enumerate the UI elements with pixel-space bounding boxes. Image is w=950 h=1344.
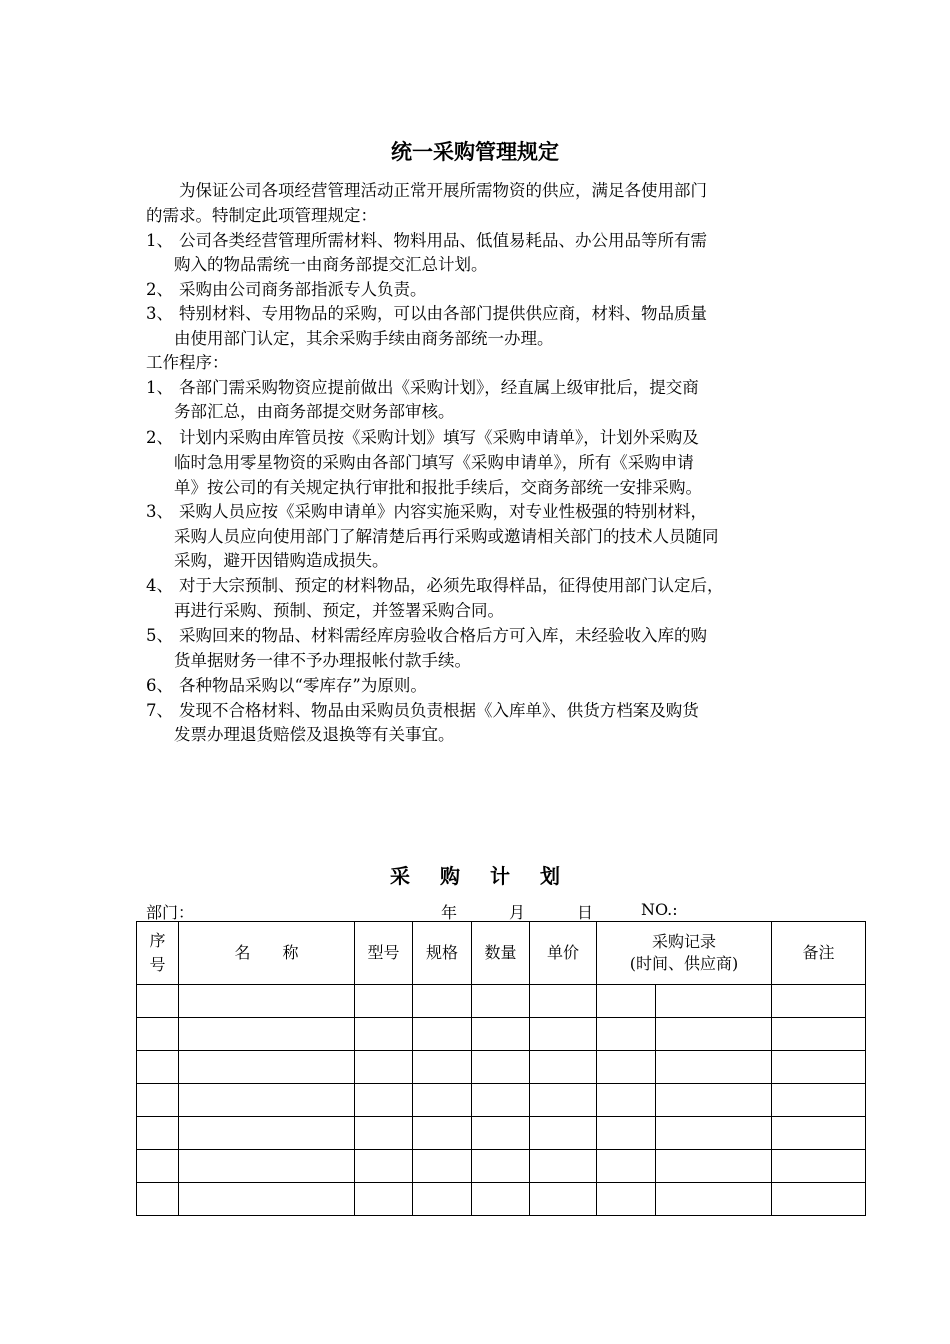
- procedure-4-line-2: 再进行采购、预制、预定，并签署采购合同。: [174, 601, 504, 620]
- procedure-7-number: 7、: [146, 701, 173, 720]
- procedure-3-number: 3、: [146, 502, 173, 521]
- table-cell[interactable]: [413, 1150, 472, 1183]
- intro-line-1: 为保证公司各项经营管理活动正常开展所需物资的供应，满足各使用部门: [179, 181, 707, 200]
- table-cell[interactable]: [772, 1183, 866, 1216]
- procedure-7-line-1: 发现不合格材料、物品由采购员负责根据《入库单》、供货方档案及购货: [179, 701, 699, 720]
- table-cell[interactable]: [472, 985, 530, 1018]
- rule-1-line-1: 公司各类经营管理所需材料、物料用品、低值易耗品、办公用品等所有需: [179, 231, 707, 250]
- table-cell[interactable]: [137, 1084, 179, 1117]
- header-record-line1: 采购记录: [651, 932, 716, 951]
- table-cell[interactable]: [656, 1084, 772, 1117]
- year-label: 年: [441, 903, 458, 922]
- header-name: 名 称: [179, 922, 355, 985]
- table-header-row: [137, 922, 866, 985]
- header-seq: 序号: [137, 922, 179, 985]
- procedure-6-number: 6、: [146, 676, 173, 695]
- table-cell[interactable]: [772, 985, 866, 1018]
- table-cell[interactable]: [413, 1018, 472, 1051]
- table-cell[interactable]: [472, 1150, 530, 1183]
- table-row: [137, 1084, 866, 1117]
- header-remark: 备注: [772, 922, 866, 985]
- table-cell[interactable]: [137, 1150, 179, 1183]
- table-cell[interactable]: [597, 1084, 656, 1117]
- rule-3-line-1: 特别材料、专用物品的采购，可以由各部门提供供应商，材料、物品质量: [179, 304, 707, 323]
- table-cell[interactable]: [137, 1183, 179, 1216]
- day-label: 日: [577, 903, 594, 922]
- table-cell[interactable]: [179, 1183, 355, 1216]
- header-qty: 数量: [472, 922, 530, 985]
- intro-line-2: 的需求。特制定此项管理规定：: [146, 206, 377, 225]
- procedure-2-number: 2、: [146, 428, 173, 447]
- header-record-line2: (时间、供应商): [629, 954, 739, 973]
- rule-2-line-1: 采购由公司商务部指派专人负责。: [179, 280, 427, 299]
- table-row: [137, 1150, 866, 1183]
- procedure-heading: 工作程序：: [146, 353, 229, 372]
- table-cell[interactable]: [355, 1183, 413, 1216]
- procedure-5-line-1: 采购回来的物品、材料需经库房验收合格后方可入库，未经验收入库的购: [179, 626, 707, 645]
- procedure-5-number: 5、: [146, 626, 173, 645]
- table-cell[interactable]: [472, 1117, 530, 1150]
- header-price: 单价: [530, 922, 597, 985]
- table-cell[interactable]: [597, 1051, 656, 1084]
- procedure-6-line-1: 各种物品采购以“零库存”为原则。: [179, 676, 427, 695]
- table-cell[interactable]: [137, 1018, 179, 1051]
- table-cell[interactable]: [179, 1150, 355, 1183]
- procedure-3-line-1: 采购人员应按《采购申请单》内容实施采购，对专业性极强的特别材料，: [179, 502, 707, 521]
- table-cell[interactable]: [179, 985, 355, 1018]
- table-cell[interactable]: [772, 1084, 866, 1117]
- table-cell[interactable]: [355, 985, 413, 1018]
- table-cell[interactable]: [656, 1150, 772, 1183]
- table-cell[interactable]: [413, 1084, 472, 1117]
- no-label: NO.:: [641, 900, 678, 919]
- table-row: [137, 1051, 866, 1084]
- table-cell[interactable]: [597, 1117, 656, 1150]
- table-cell[interactable]: [772, 1018, 866, 1051]
- header-model: 型号: [355, 922, 413, 985]
- table-cell[interactable]: [179, 1117, 355, 1150]
- table-cell[interactable]: [137, 1051, 179, 1084]
- rule-2-number: 2、: [146, 280, 173, 299]
- table-cell[interactable]: [472, 1051, 530, 1084]
- table-cell[interactable]: [772, 1150, 866, 1183]
- table-cell[interactable]: [413, 1051, 472, 1084]
- table-cell[interactable]: [656, 985, 772, 1018]
- table-cell[interactable]: [355, 1117, 413, 1150]
- procedure-2-line-1: 计划内采购由库管员按《采购计划》填写《采购申请单》，计划外采购及: [179, 428, 699, 447]
- table-cell[interactable]: [413, 1183, 472, 1216]
- table-cell[interactable]: [772, 1051, 866, 1084]
- table-cell[interactable]: [597, 1018, 656, 1051]
- department-label: 部门：: [146, 903, 195, 922]
- table-cell[interactable]: [355, 1018, 413, 1051]
- table-cell[interactable]: [530, 1183, 597, 1216]
- procedure-2-line-2: 临时急用零星物资的采购由各部门填写《采购申请单》，所有《采购申请: [174, 453, 694, 472]
- procedure-3-line-3: 采购，避开因错购造成损失。: [174, 551, 389, 570]
- table-row: [137, 1183, 866, 1216]
- header-spec: 规格: [413, 922, 472, 985]
- table-cell[interactable]: [413, 985, 472, 1018]
- procedure-2-line-3: 单》按公司的有关规定执行审批和报批手续后，交商务部统一安排采购。: [174, 478, 702, 497]
- table-cell[interactable]: [656, 1018, 772, 1051]
- rule-1-line-2: 购入的物品需统一由商务部提交汇总计划。: [174, 255, 488, 274]
- rule-3-line-2: 由使用部门认定，其余采购手续由商务部统一办理。: [174, 329, 554, 348]
- procedure-5-line-2: 货单据财务一律不予办理报帐付款手续。: [174, 651, 471, 670]
- table-cell[interactable]: [137, 985, 179, 1018]
- procedure-7-line-2: 发票办理退货赔偿及退换等有关事宜。: [174, 725, 455, 744]
- procedure-1-line-1: 各部门需采购物资应提前做出《采购计划》，经直属上级审批后，提交商: [179, 378, 699, 397]
- procedure-4-number: 4、: [146, 576, 173, 595]
- table-cell[interactable]: [772, 1117, 866, 1150]
- table-cell[interactable]: [656, 1051, 772, 1084]
- table-cell[interactable]: [597, 1150, 656, 1183]
- procedure-3-line-2: 采购人员应向使用部门了解清楚后再行采购或邀请相关部门的技术人员随同: [174, 527, 719, 546]
- table-cell[interactable]: [530, 1117, 597, 1150]
- table-cell[interactable]: [472, 1084, 530, 1117]
- table-cell[interactable]: [656, 1117, 772, 1150]
- header-purchase-record: [597, 922, 772, 985]
- table-cell[interactable]: [179, 1051, 355, 1084]
- table-cell[interactable]: [179, 1084, 355, 1117]
- procedure-1-line-2: 务部汇总，由商务部提交财务部审核。: [174, 402, 455, 421]
- table-cell[interactable]: [179, 1018, 355, 1051]
- table-cell[interactable]: [355, 1150, 413, 1183]
- procedure-1-number: 1、: [146, 378, 173, 397]
- table-row: [137, 1018, 866, 1051]
- table-cell[interactable]: [355, 1084, 413, 1117]
- procedure-4-line-1: 对于大宗预制、预定的材料物品，必须先取得样品，征得使用部门认定后，: [179, 576, 724, 595]
- table-cell[interactable]: [530, 985, 597, 1018]
- table-row: [137, 1117, 866, 1150]
- table-cell[interactable]: [530, 1150, 597, 1183]
- month-label: 月: [509, 903, 526, 922]
- table-cell[interactable]: [530, 1051, 597, 1084]
- table-cell[interactable]: [597, 1183, 656, 1216]
- rule-1-number: 1、: [146, 231, 173, 250]
- plan-title: 采购计划: [390, 864, 590, 888]
- table-row: [137, 985, 866, 1018]
- rule-3-number: 3、: [146, 304, 173, 323]
- table-cell[interactable]: [472, 1183, 530, 1216]
- purchase-plan-table: [136, 921, 866, 1216]
- document-title: 统一采购管理规定: [391, 140, 559, 164]
- table-cell[interactable]: [530, 1018, 597, 1051]
- table-cell[interactable]: [597, 985, 656, 1018]
- table-cell[interactable]: [530, 1084, 597, 1117]
- table-cell[interactable]: [656, 1183, 772, 1216]
- table-cell[interactable]: [472, 1018, 530, 1051]
- table-cell[interactable]: [137, 1117, 179, 1150]
- table-cell[interactable]: [355, 1051, 413, 1084]
- table-cell[interactable]: [413, 1117, 472, 1150]
